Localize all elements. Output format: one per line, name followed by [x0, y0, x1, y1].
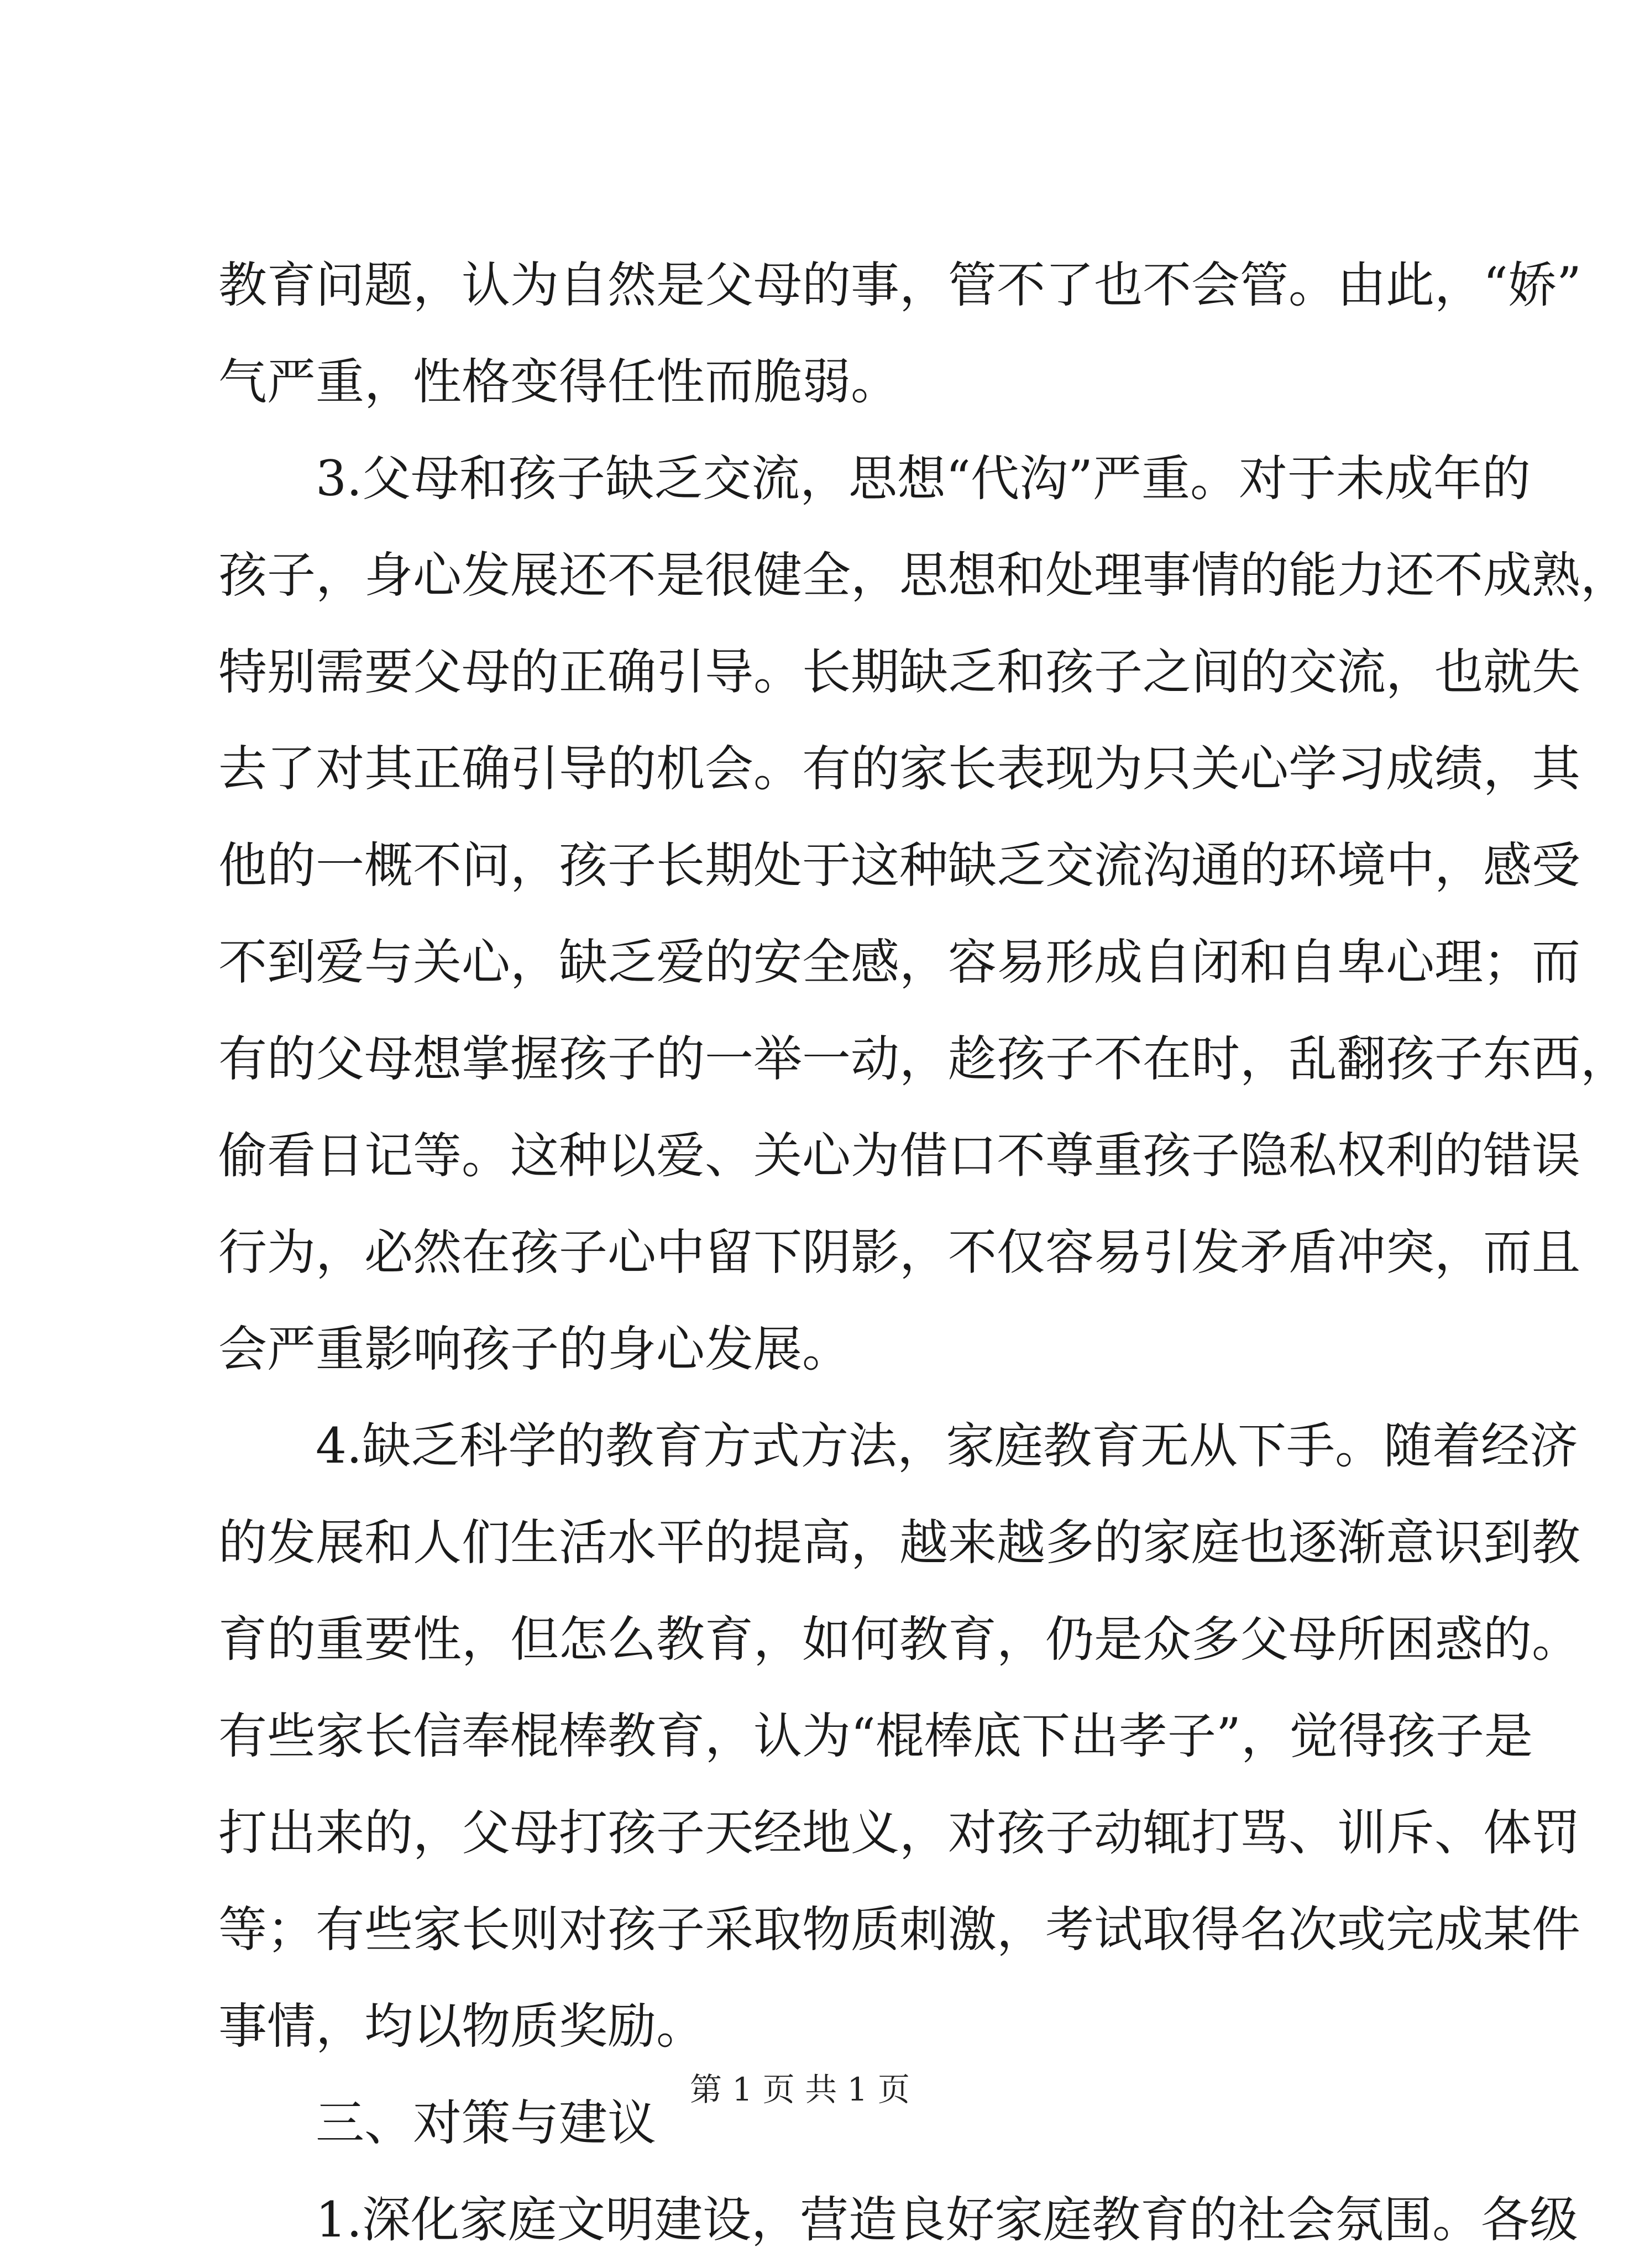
paragraph [218, 1397, 1581, 2075]
text-line: 3.父母和孩子缺乏交流，思想“代沟”严重。对于未成年的 [316, 450, 1531, 507]
text-line: 教育问题，认为自然是父母的事，管不了也不会管。由此，“娇” [218, 256, 1581, 313]
text-line: 有的父母想掌握孩子的一举一动，趁孩子不在时，乱翻孩子东西， [218, 1030, 1629, 1087]
page-footer: 第 1 页 共 1 页 [690, 2071, 910, 2108]
text-line: 会严重影响孩子的身心发展。 [218, 1321, 851, 1377]
paragraph [218, 430, 1629, 1397]
paragraph [218, 237, 1581, 430]
text-line: 三、对策与建议 [316, 2094, 657, 2151]
text-line: 去了对其正确引导的机会。有的家长表现为只关心学习成绩，其 [218, 740, 1581, 797]
text-line: 1.深化家庭文明建设，营造良好家庭教育的社会氛围。各级 [316, 2191, 1578, 2248]
text-line: 4.缺乏科学的教育方式方法，家庭教育无从下手。随着经济 [316, 1417, 1578, 1474]
text-line: 等；有些家长则对孩子采取物质刺激，考试取得名次或完成某件 [218, 1901, 1581, 1958]
document-body [218, 237, 1629, 2268]
text-line: 行为，必然在孩子心中留下阴影，不仅容易引发矛盾冲突，而且 [218, 1224, 1581, 1281]
text-line: 气严重，性格变得任性而脆弱。 [218, 353, 900, 410]
text-line: 他的一概不问，孩子长期处于这种缺乏交流沟通的环境中，感受 [218, 837, 1581, 894]
text-line: 的发展和人们生活水平的提高，越来越多的家庭也逐渐意识到教 [218, 1514, 1581, 1571]
text-line: 偷看日记等。这种以爱、关心为借口不尊重孩子隐私权利的错误 [218, 1127, 1581, 1184]
text-line: 不到爱与关心，缺乏爱的安全感，容易形成自闭和自卑心理；而 [218, 934, 1581, 991]
paragraph [218, 2171, 1578, 2268]
text-line: 育的重要性，但怎么教育，如何教育，仍是众多父母所困惑的。 [218, 1611, 1581, 1668]
text-line: 事情，均以物质奖励。 [218, 1998, 705, 2055]
text-line: 打出来的，父母打孩子天经地义，对孩子动辄打骂、训斥、体罚 [218, 1804, 1581, 1861]
text-line: 孩子，身心发展还不是很健全，思想和处理事情的能力还不成熟， [218, 547, 1629, 604]
text-line: 有些家长信奉棍棒教育，认为“棍棒底下出孝子”，觉得孩子是 [218, 1707, 1533, 1764]
text-line: 特别需要父母的正确引导。长期缺乏和孩子之间的交流，也就失 [218, 643, 1581, 700]
